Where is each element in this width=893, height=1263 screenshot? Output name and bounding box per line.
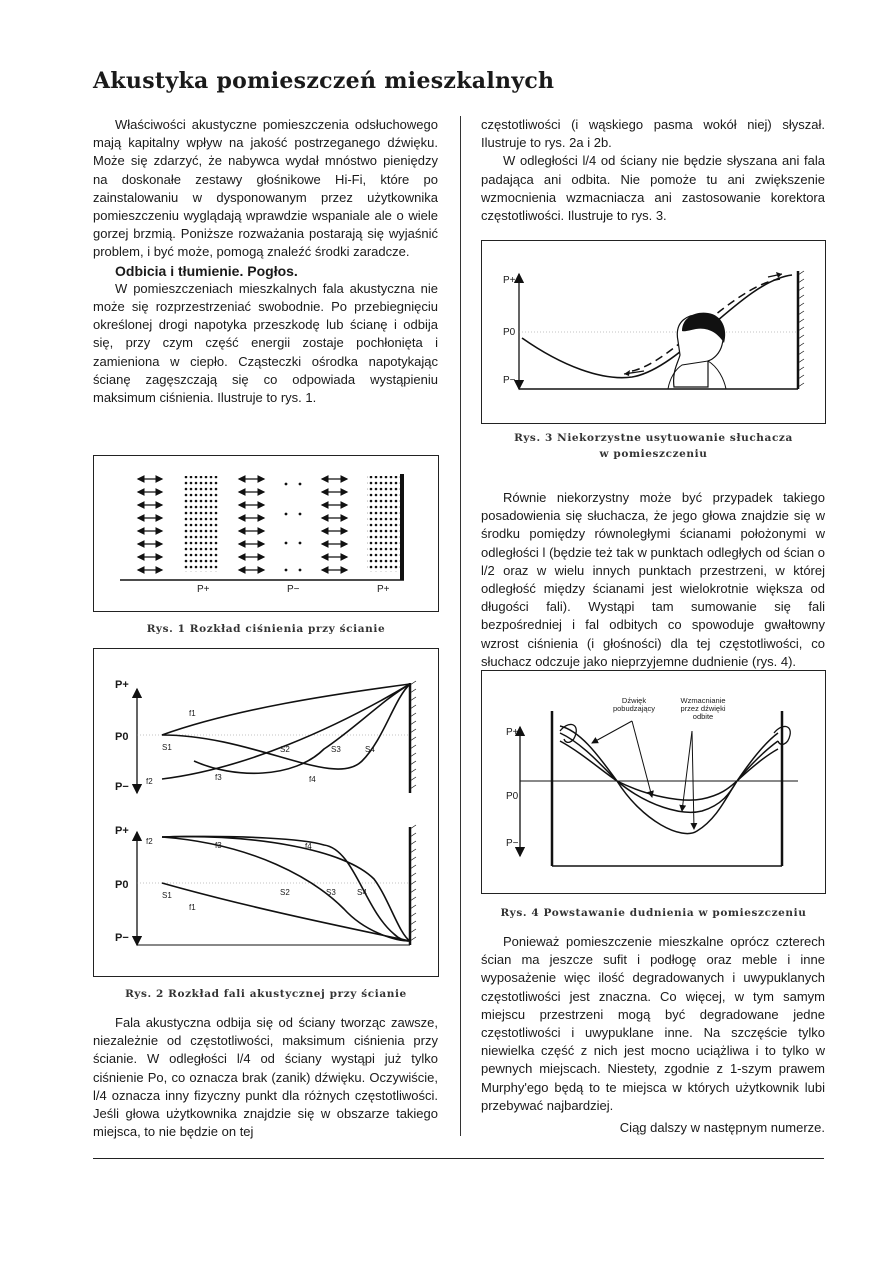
fig2-top-f1: f1 [189, 709, 196, 718]
fig2-bottom-f4: f4 [305, 842, 312, 851]
fig4-annot2-line1: Wzmacnianie [680, 696, 726, 705]
fig2-top-f4: f4 [309, 775, 316, 784]
fig4-annotation-excitation [604, 697, 664, 713]
listener-position-paragraph: Równie niekorzystny może być przypadek takiego posadowienia się słuchacza, że jego głowa znajdzie się w środku pomiędzy równoległymi ścianami położonymi w odległości l (będzie też tak w punktach odległych od ścian o l/2 oraz w wielu innych punktach przestrzeni, w której odległość między ścianami jest wielokrotnie większa od długości fali). Wystąpi tam sumowanie się fali bezpośredniej i fal odbitych co spowoduje gwałtowny wzrost ciśnienia (i głośności) dla tej częstotliwości, co słuchacz odczuje jako nieprzyjemne dudnienie (rys. 4). [481, 490, 825, 669]
intro-paragraph: Właściwości akustyczne pomieszczenia odsłuchowego mają kapitalny wpływ na jakość postrzeganego dźwięku. Może się zdarzyć, że nabywca wydał mnóstwo pieniędzy na doskonałe zestawy głośnikowe Hi-Fi, które po zainstalowaniu w dysponowanym przez użytkownika pomieszczeniu wyglądają wprawdzie wspaniale ale o wiele gorzej brzmią. Poniższe rozważania postarają się wyjaśnić problem, i być może, pomogą znaleźć środki zaradcze. [93, 117, 438, 260]
compression-dots [367, 476, 401, 572]
fig2-top-s4: S4 [365, 745, 375, 754]
room-complexity-paragraph: Ponieważ pomieszczenie mieszkalne oprócz czterech ścian ma jeszcze sufit i podłogę oraz meble i inne wyposażenie więc ilość degradowanych i uwypuklanych częstotliwości jest znaczna. Co więcej, w tym samym miejscu przestrzeni mogą być degradowane jedne częstotliwości i uwypuklane inne. Na szczęście tylko niewielka część z nich jest mocno uciążliwa i to tylko w pewnych miejscach. Niestety, zgodnie z 1-szym prawem Murphy'ego będą to te miejsca w których użytkownik lubi przebywać najbardziej. [481, 934, 825, 1113]
fig4-p0: P0 [506, 791, 519, 802]
fig4-pminus: P− [506, 838, 519, 849]
figure-1 [93, 455, 439, 612]
fig2-bottom-pminus: P− [115, 932, 129, 944]
article-title: Akustyka pomieszczeń mieszkalnych [93, 68, 555, 94]
fig2-top-s2: S2 [280, 745, 290, 754]
figure-3-caption-line2: w pomieszczeniu [599, 448, 708, 460]
particle-motion-arrows [138, 479, 347, 570]
fig2-bottom-f2: f2 [146, 837, 153, 846]
fig4-annot2-line3: odbite [692, 712, 714, 721]
fig2-top-pplus: P+ [115, 679, 129, 691]
fig2-top-f3: f3 [215, 773, 222, 782]
fig2-top-f2: f2 [146, 777, 153, 786]
fig3-p0: P0 [503, 327, 516, 338]
fig2-bottom-f1: f1 [189, 903, 196, 912]
listener-head-icon [668, 313, 726, 389]
figure-3-drawing [482, 241, 827, 425]
rarefaction-dots [285, 483, 302, 572]
quarter-wave-paragraph: W odległości l/4 od ściany nie będzie słyszana ani fala padająca ani odbita. Nie pomoże tu ani zwiększenie wzmocnienia wzmacniacza ani zastosowanie korektora częstotliwości. Ilustruje to rys. 3. [481, 153, 825, 224]
figure-3-caption-line1: Rys. 3 Niekorzystne usytuowanie słuchacza [514, 432, 793, 444]
right-column-middle [481, 489, 825, 671]
fig3-pplus: P+ [503, 275, 516, 286]
reflection-paragraph: W pomieszczeniach mieszkalnych fala akustyczna nie może się rozprzestrzeniać swobodnie. Po przebiegnięciu określonej drogi napotyka przeszkodę lub ścianę i odbija się, przy czym część energii zostaje pochłonięta i zamieniona w ciepło. Cząsteczki ośrodka napotykając ścianę zagęszczają się co odpowiada wystąpieniu maksimum ciśnienia. Ilustruje to rys. 1. [93, 280, 438, 406]
figure-1-caption: Rys. 1 Rozkład ciśnienia przy ścianie [146, 623, 386, 635]
column-divider [460, 116, 461, 1136]
fig2-bottom-s1: S1 [162, 891, 172, 900]
fig1-label-pminus: P− [287, 584, 300, 595]
fig1-label-pplus-2: P+ [377, 584, 390, 595]
figure-2-drawing [94, 649, 440, 978]
right-column-lower [481, 933, 825, 1137]
fig1-label-pplus-1: P+ [197, 584, 210, 595]
fig2-bottom-p0: P0 [115, 879, 129, 891]
fig2-top-pminus: P− [115, 781, 129, 793]
fig2-bottom-s4: S4 [357, 888, 367, 897]
figure-2-caption: Rys. 2 Rozkład fali akustycznej przy ścianie [125, 988, 407, 1000]
left-column-lower [93, 1014, 438, 1141]
right-column [481, 116, 825, 225]
fig2-top-s3: S3 [331, 745, 341, 754]
top-curves [162, 684, 410, 779]
fig2-bottom-pplus: P+ [115, 825, 129, 837]
continued-paragraph: częstotliwości (i wąskiego pasma wokół niej) słyszał. Ilustruje to rys. 2a i 2b. [481, 117, 825, 151]
to-be-continued: Ciąg dalszy w następnym numerze. [619, 1120, 825, 1136]
figure-2 [93, 648, 439, 977]
figure-4-caption: Rys. 4 Powstawanie dudnienia w pomieszczeniu [500, 907, 807, 919]
figure-4 [481, 670, 826, 894]
fig4-annotation-reinforcement [670, 697, 736, 721]
fig4-pplus: P+ [506, 727, 519, 738]
fig4-annot2-line2: przez dźwięki [680, 704, 726, 713]
wall-reflection-paragraph: Fala akustyczna odbija się od ściany tworząc zawsze, niezależnie od częstotliwości, maksimum ciśnienia przy ścianie. W odległości l/4 od ściany wystąpi już tylko ciśnienie Po, co oznacza brak (zanik) dźwięku. Oczywiście, l/4 oznacza inny fizyczny punkt dla różnych częstotliwości. Jeśli głowa użytkownika znajdzie się w obszarze takiego miejsca, to nie będzie on tej [93, 1015, 438, 1140]
fig2-bottom-s3: S3 [326, 888, 336, 897]
figure-3-caption [481, 430, 826, 462]
fig2-top-p0: P0 [115, 731, 129, 743]
left-column [93, 116, 438, 407]
fig3-pminus: P− [503, 375, 516, 386]
fig4-annot1-line1: Dźwięk [621, 696, 647, 705]
compression-dots [184, 476, 218, 572]
fig4-annot1-line2: pobudzający [612, 704, 656, 713]
section-heading: Odbicia i tłumienie. Pogłos. [115, 262, 298, 279]
figure-3 [481, 240, 826, 424]
fig2-top-s1: S1 [162, 743, 172, 752]
fig2-bottom-s2: S2 [280, 888, 290, 897]
page-bottom-rule [93, 1158, 824, 1159]
fig2-bottom-f3: f3 [215, 841, 222, 850]
